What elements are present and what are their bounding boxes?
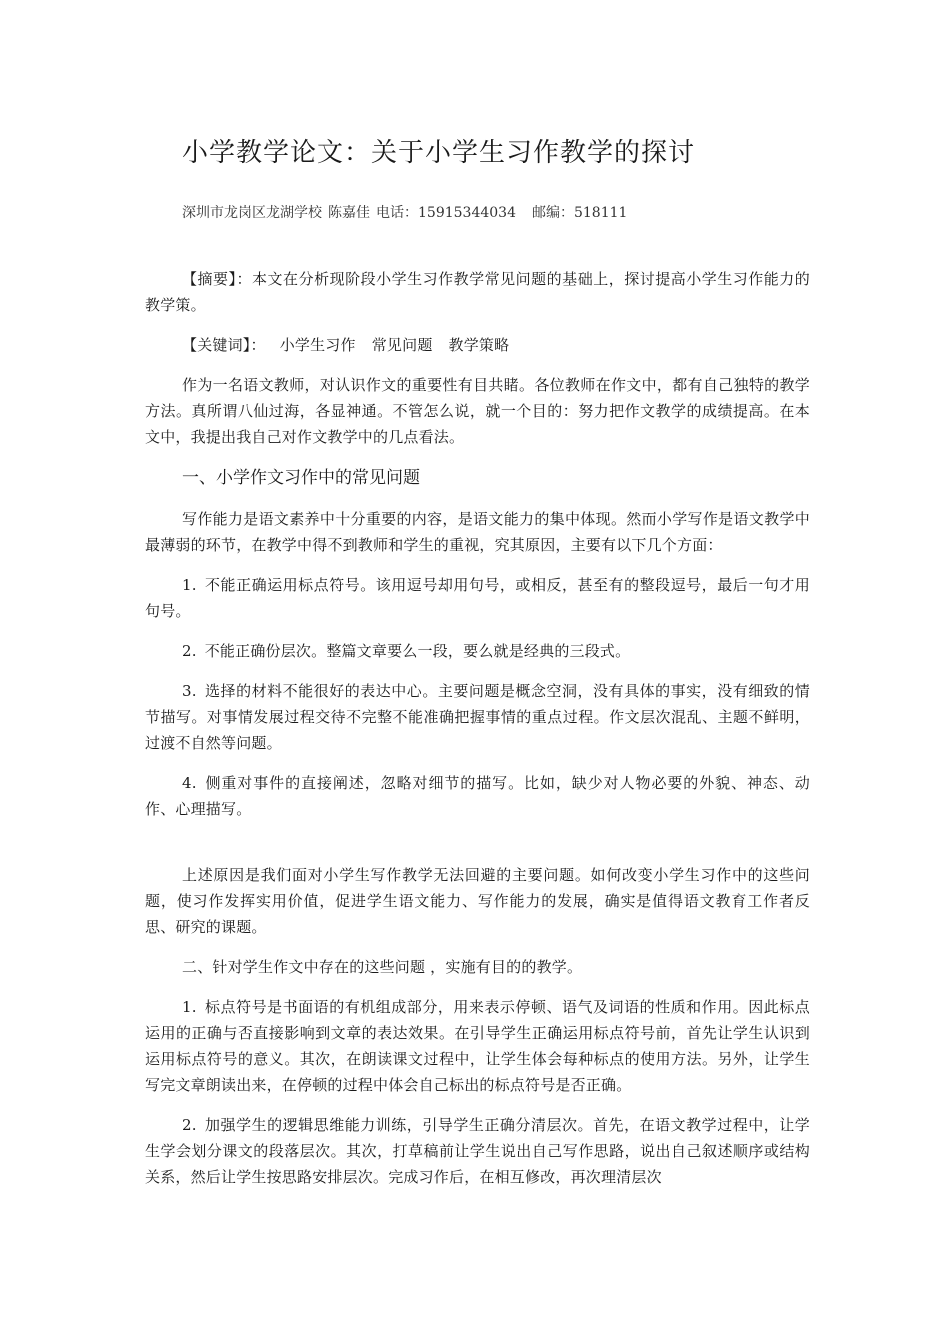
abstract — [145, 266, 810, 318]
item-text: 标点符号是书面语的有机组成部分，用来表示停顿、语气及词语的性质和作用。因此标点运用的正确与否直接影响到文章的表达效果。在引导学生正确运用标点符号前，首先让学生认识到运用标点符号的意义。其次，在朗读课文过程中，让学生体会每种标点的使用方法。另外，让学生写完文章朗读出来，在停顿的过程中体会自己标出的标点符号是否正确。 — [145, 998, 810, 1094]
keywords — [145, 332, 810, 358]
keyword-item: 常见问题 — [371, 336, 433, 354]
section1-lead: 写作能力是语文素养中十分重要的内容，是语文能力的集中体现。然而小学写作是语文教学中最薄弱的环节，在教学中得不到教师和学生的重视，究其原因，主要有以下几个方面： — [145, 510, 810, 554]
keywords-label: 【关键词】： — [182, 336, 266, 354]
item-number: 3. — [182, 682, 197, 700]
keyword-item: 小学生习作 — [279, 336, 356, 354]
section1-summary: 上述原因是我们面对小学生写作教学无法回避的主要问题。如何改变小学生习作中的这些问题，使习作发挥实用价值，促进学生语文能力、写作能力的发展，确实是值得语文教育工作者反思、研究的课题。 — [145, 866, 810, 936]
author-school: 深圳市龙岗区龙湖学校 — [182, 205, 322, 221]
section-heading-2: 二、针对学生作文中存在的这些问题 ，实施有目的的教学。 — [182, 958, 583, 976]
item-text: 加强学生的逻辑思维能力训练，引导学生正确分清层次。首先，在语文教学过程中，让学生学会划分课文的段落层次。其次，打草稿前让学生说出自己写作思路，说出自己叙述顺序或结构关系，然后让学生按思路安排层次。完成习作后，在相互修改，再次理清层次 — [145, 1116, 810, 1186]
author-line — [182, 202, 633, 222]
problem-item — [145, 770, 810, 822]
item-text: 选择的材料不能很好的表达中心。主要问题是概念空洞，没有具体的事实，没有细致的情节描写。对事情发展过程交待不完整不能准确把握事情的重点过程。作文层次混乱、主题不鲜明，过渡不自然等问题。 — [145, 682, 810, 752]
item-text: 不能正确运用标点符号。该用逗号却用句号，或相反，甚至有的整段逗号，最后一句才用句号。 — [145, 576, 810, 620]
strategy-item — [145, 994, 810, 1098]
intro-paragraph: 作为一名语文教师，对认识作文的重要性有目共睹。各位教师在作文中，都有自己独特的教学方法。真所谓八仙过海，各显神通。不管怎么说，就一个目的：努力把作文教学的成绩提高。在本文中，我提出我自己对作文教学中的几点看法。 — [145, 376, 810, 446]
abstract-text: 本文在分析现阶段小学生习作教学常见问题的基础上，探讨提高小学生习作能力的教学策。 — [145, 270, 810, 314]
problem-item — [145, 572, 810, 624]
item-number: 4. — [182, 774, 197, 792]
problem-item — [145, 638, 810, 664]
section-heading-1: 一、小学作文习作中的常见问题 — [182, 468, 420, 488]
keyword-item: 教学策略 — [448, 336, 510, 354]
item-text: 不能正确份层次。整篇文章要么一段，要么就是经典的三段式。 — [204, 642, 631, 660]
author-name: 陈嘉佳 — [328, 205, 370, 221]
item-text: 侧重对事件的直接阐述，忽略对细节的描写。比如，缺少对人物必要的外貌、神态、动作、心理描写。 — [145, 774, 810, 818]
author-postcode: 邮编：518111 — [531, 205, 628, 221]
document-body — [145, 266, 810, 1204]
problem-item — [145, 678, 810, 756]
strategy-item — [145, 1112, 810, 1190]
author-phone: 电话：15915344034 — [376, 205, 516, 221]
paragraph-spacer — [145, 836, 810, 862]
abstract-label: 【摘要】： — [182, 270, 253, 288]
item-number: 2. — [182, 1116, 197, 1134]
item-number: 1. — [182, 576, 197, 594]
document-title: 小学教学论文：关于小学生习作教学的探讨 — [182, 138, 696, 168]
item-number: 2. — [182, 642, 197, 660]
item-number: 1. — [182, 998, 197, 1016]
